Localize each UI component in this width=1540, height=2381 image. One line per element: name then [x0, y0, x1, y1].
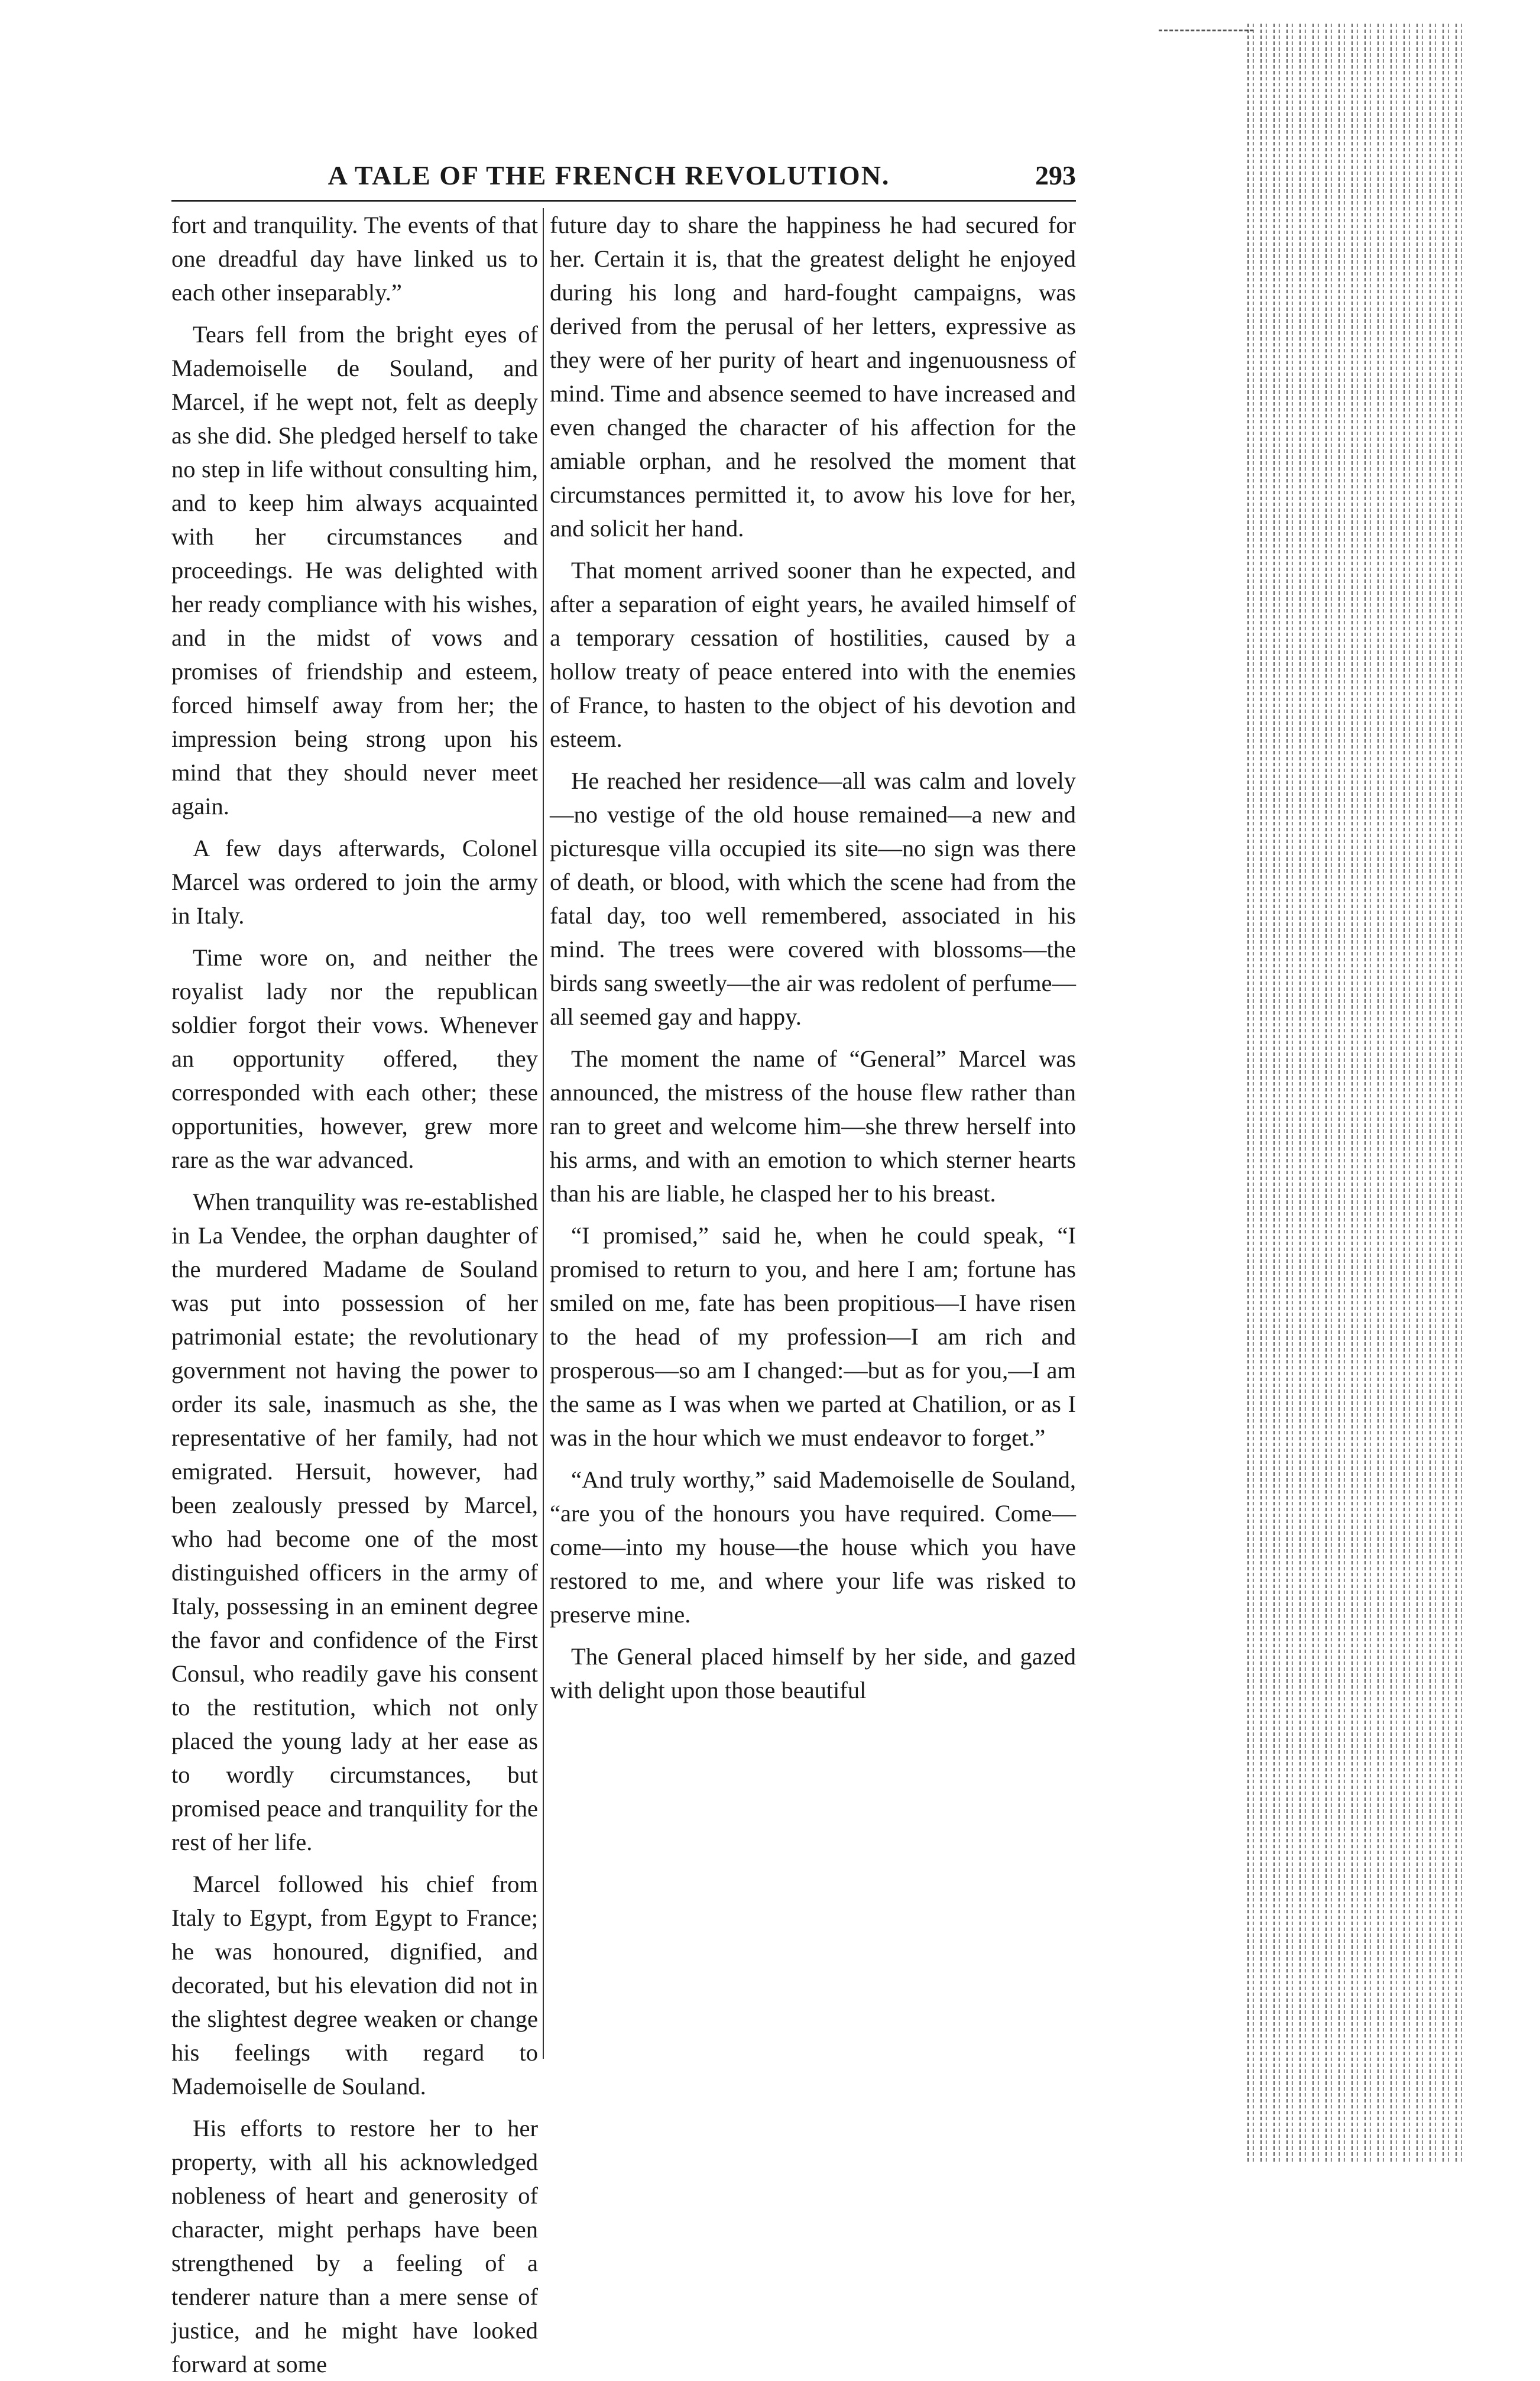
paragraph: When tranquility was re-established in La Vendee, the orphan daughter of the murdered Madame de Souland was put into possession of her patrimonial estate; the revolutionary government not having the power to order its sale, inasmuch as she, the representative of her family, had not emigrated. Hersuit, however, had been zealously pressed by Marcel, who had become one of the most distinguished officers in the army of Italy, possessing in an eminent degree the favor and confidence of the First Consul, who readily gave his consent to the restitution, which not only placed the young lady at her ease as to wordly circumstances, but promised peace and tranquility for the rest of her life. — [171, 1188, 538, 1855]
running-title: A TALE OF THE FRENCH REVOLUTION. — [328, 160, 890, 190]
paragraph: The moment the name of “General” Marcel was announced, the mistress of the house flew rather than ran to greet and welcome him—she threw herself into his arms, and with an emotion to which sterner hearts than his are liable, he clasped her to his breast. — [550, 1045, 1076, 1207]
paragraph: Marcel followed his chief from Italy to Egypt, from Egypt to France; he was honoured, dignified, and decorated, but his elevation did not in the slightest degree weaken or change his feelings with regard to Mademoiselle de Souland. — [171, 1871, 538, 2100]
page-number: 293 — [1035, 160, 1076, 190]
paragraph: A few days afterwards, Colonel Marcel was ordered to join the army in Italy. — [171, 835, 538, 929]
scan-edge-mark — [1159, 30, 1253, 31]
header-rule — [171, 200, 1076, 202]
paragraph: “I promised,” said he, when he could speak, “I promised to return to you, and here I am; fortune has smiled on me, fate has been propitious—I have risen to the head of my profession—I am rich and prosperous—so am I changed:—but as for you,—I am the same as I was when we parted at Chatilion, or as I was in the hour which we must endeavor to forget.” — [550, 1222, 1076, 1451]
paragraph: Tears fell from the bright eyes of Mademoiselle de Souland, and Marcel, if he wept not, felt as deeply as she did. She pledged herself to take no step in life without consulting him, and to keep him always acquainted with her circumstances and proceedings. He was delighted with her ready compliance with his wishes, and in the midst of vows and promises of friendship and esteem, forced himself away from her; the impression being strong upon his mind that they should never meet again. — [171, 321, 538, 819]
paragraph: Time wore on, and neither the royalist lady nor the republican soldier forgot their vows. Whenever an opportunity offered, they corresponded with each other; these opportunities, however, grew more rare as the war advanced. — [171, 944, 538, 1173]
column-divider — [543, 208, 544, 2059]
paragraph: fort and tranquility. The events of that one dreadful day have linked us to each other inseparably.” — [171, 212, 538, 306]
right-column — [550, 208, 1076, 2147]
paragraph: The General placed himself by her side, and gazed with delight upon those beautiful — [550, 1643, 1076, 1703]
paragraph: “And truly worthy,” said Mademoiselle de Souland, “are you of the honours you have required. Come—come—into my house—the house which you have restored to me, and where your life was risked to preserve mine. — [550, 1466, 1076, 1628]
left-column — [171, 208, 538, 2377]
paragraph: He reached her residence—all was calm and lovely—no vestige of the old house remained—a new and picturesque villa occupied its site—no sign was there of death, or blood, with which the scene had from the fatal day, too well remembered, associated in his mind. The trees were covered with blossoms—the birds sang sweetly—the air was redolent of perfume—all seemed gay and happy. — [550, 767, 1076, 1030]
adjacent-page-edge — [1247, 24, 1466, 2164]
paragraph: future day to share the happiness he had secured for her. Certain it is, that the greatest delight he enjoyed during his long and hard-fought campaigns, was derived from the perusal of her letters, expressive as they were of her purity of heart and ingenuousness of mind. Time and absence seemed to have increased and even changed the character of his affection for the amiable orphan, and he resolved the moment that circumstances permitted it, to avow his love for her, and solicit her hand. — [550, 212, 1076, 542]
paragraph: That moment arrived sooner than he expected, and after a separation of eight years, he availed himself of a temporary cessation of hostilities, caused by a hollow treaty of peace entered into with the enemies of France, to hasten to the object of his devotion and esteem. — [550, 557, 1076, 752]
paragraph: His efforts to restore her to her property, with all his acknowledged nobleness of heart and generosity of character, might perhaps have been strengthened by a feeling of a tenderer nature than a mere sense of justice, and he might have looked forward at some — [171, 2115, 538, 2377]
